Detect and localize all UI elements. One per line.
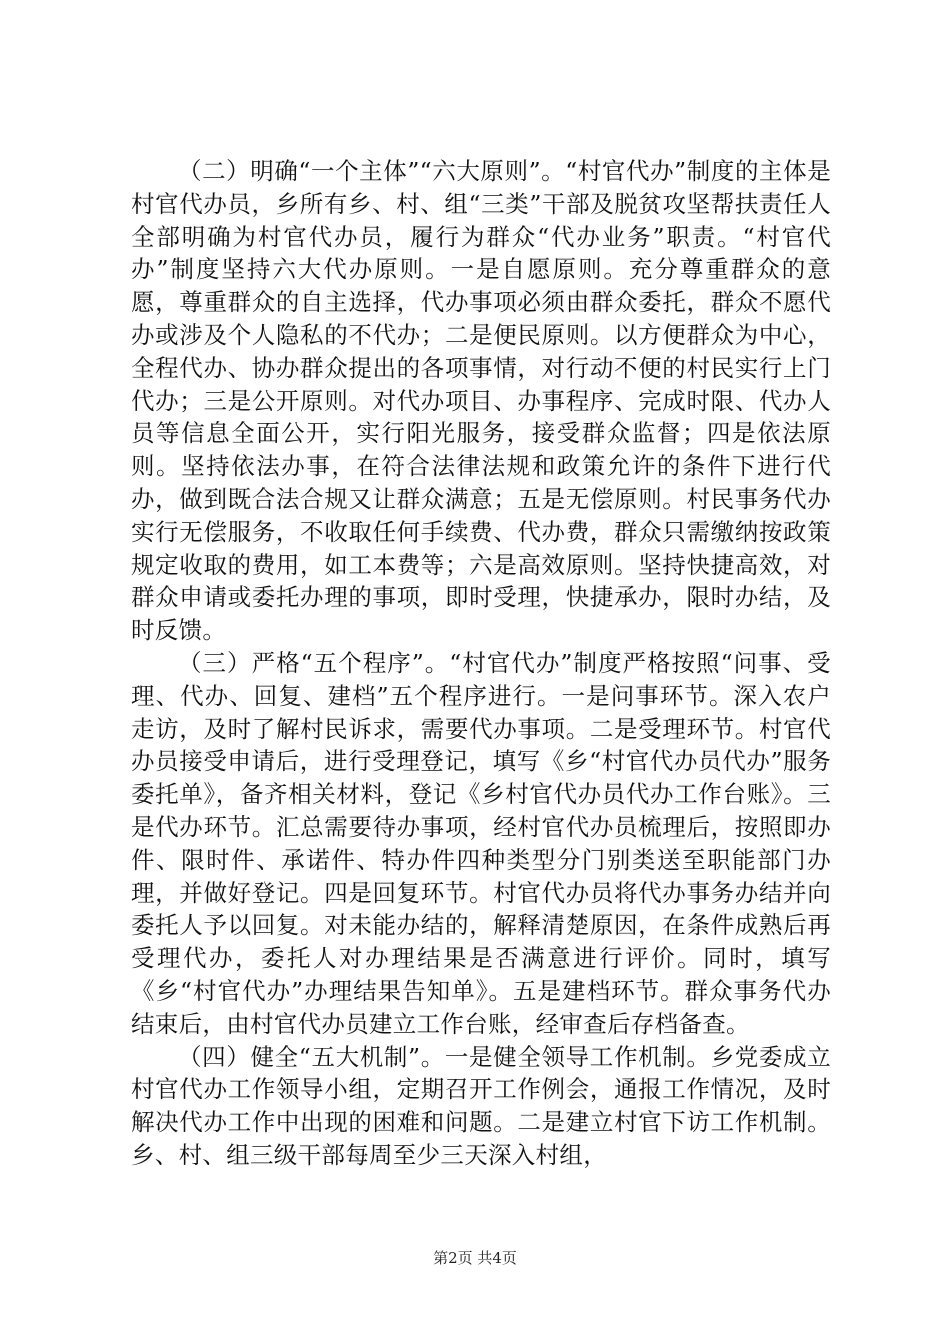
paragraph-mechanisms: （四）健全“五大机制”。一是健全领导工作机制。乡党委成立村官代办工作领导小组，定期召开工作例会，通报工作情况，及时解决代办工作中出现的困难和问题。二是建立村官下访工作机制。乡、村、组三级干部每周至少三天深入村组， [131,1042,831,1169]
document-body [131,155,831,1172]
paragraph-procedures: （三）严格“五个程序”。“村官代办”制度严格按照“问事、受理、代办、回复、建档”五个程序进行。一是问事环节。深入农户走访，及时了解村民诉求，需要代办事项。二是受理环节。村官代办员接受申请后，进行受理登记，填写《乡“村官代办员代办”服务委托单》，备齐相关材料，登记《乡村官代办员代办工作台账》。三是代办环节。汇总需要待办事项，经村官代办员梳理后，按照即办件、限时件、承诺件、特办件四种类型分门别类送至职能部门办理，并做好登记。四是回复环节。村官代办员将代办事务办结并向委托人予以回复。对未能办结的，解释清楚原因，在条件成熟后再受理代办，委托人对办理结果是否满意进行评价。同时，填写《乡“村官代办”办理结果告知单》。五是建档环节。群众事务代办结束后，由村官代办员建立工作台账，经审查后存档备查。 [131,648,831,1038]
paragraph-principles: （二）明确“一个主体”“六大原则”。“村官代办”制度的主体是村官代办员，乡所有乡、村、组“三类”干部及脱贫攻坚帮扶责任人全部明确为村官代办员，履行为群众“代办业务”职责。“村官代办”制度坚持六大代办原则。一是自愿原则。充分尊重群众的意愿，尊重群众的自主选择，代办事项必须由群众委托，群众不愿代办或涉及个人隐私的不代办；二是便民原则。以方便群众为中心，全程代办、协办群众提出的各项事情，对行动不便的村民实行上门代办；三是公开原则。对代办项目、办事程序、完成时限、代办人员等信息全面公开，实行阳光服务，接受群众监督；四是依法原则。坚持依法办事，在符合法律法规和政策允许的条件下进行代办，做到既合法合规又让群众满意；五是无偿原则。村民事务代办实行无偿服务，不收取任何手续费、代办费，群众只需缴纳按政策规定收取的费用，如工本费等；六是高效原则。坚持快捷高效，对群众申请或委托办理的事项，即时受理，快捷承办，限时办结，及时反馈。 [131,157,831,645]
page-number-footer: 第2页 共4页 [433,1249,517,1267]
